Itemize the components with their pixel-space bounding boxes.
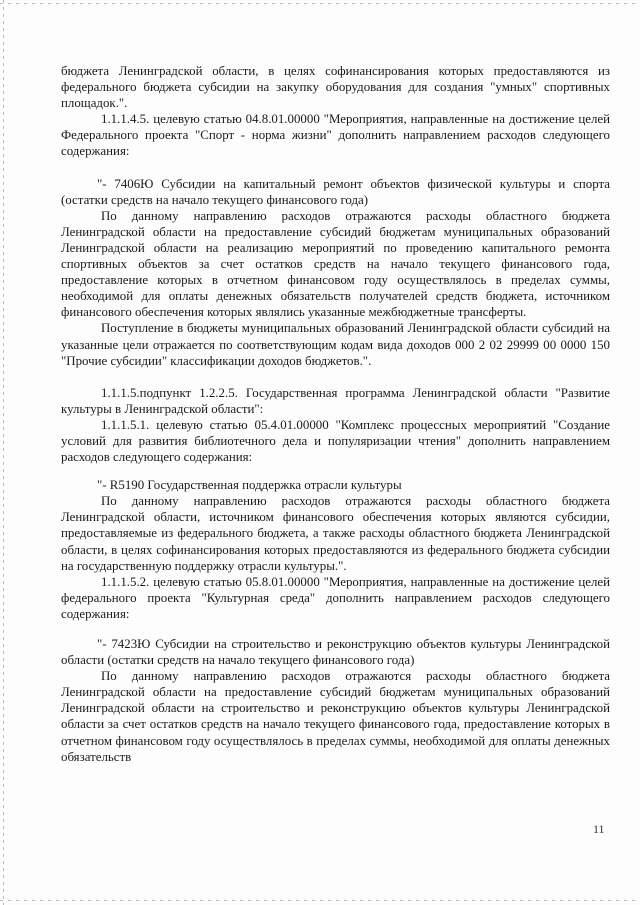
scan-edge-bottom xyxy=(0,900,640,901)
paragraph-clause-1-1-1-4-5: 1.1.1.4.5. целевую статью 04.8.01.00000 "Мероприятия, направленные на достижение целей Федерального проекта "Спорт - норма жизни" дополнить направлением расходов следующего содержания: xyxy=(61,112,610,159)
paragraph-clause-1-1-1-5: 1.1.1.5.подпункт 1.2.2.5. Государственная программа Ленинградской области "Развитие культуры в Ленинградской области": xyxy=(61,385,610,416)
paragraph-continuation: бюджета Ленинградской области, в целях софинансирования которых предоставляются из федерального бюджета субсидии на закупку оборудования для создания "умных" спортивных площадок.". xyxy=(61,64,610,111)
paragraph-direction-r5190-description: По данному направлению расходов отражаются расходы областного бюджета Ленинградской области, источником финансового обеспечения которых являются субсидии, предоставляемые из федерального бюджета, а также расходы областного бюджета Ленинградской области, в целях софинансирования которых предоставляются из федерального бюджета субсидии на государственную поддержку отрасли культуры.". xyxy=(61,494,610,573)
paragraph-direction-7406-description: По данному направлению расходов отражаются расходы областного бюджета Ленинградской области на предоставление субсидий бюджетам муниципальных образований Ленинградской области на реализацию мероприятий по проведению капитального ремонта спортивных объектов за счет остатков средств на начало текущего финансового года, предоставление которых в отчетном финансовом году осуществлялось в пределах суммы, необходимой для оплаты денежных обязательств получателей средств бюджета, источником финансового обеспечения которых являлись указанные межбюджетные трансферты. xyxy=(61,208,610,320)
paragraph-direction-r5190: "- R5190 Государственная поддержка отрасли культуры xyxy=(97,478,402,493)
scan-edge-left xyxy=(3,0,4,905)
paragraph-clause-1-1-1-5-1: 1.1.1.5.1. целевую статью 05.4.01.00000 "Комплекс процессных мероприятий "Создание условий для развития библиотечного дела и популяризации чтения" дополнить направлением расходов следующего содержания: xyxy=(61,417,610,465)
paragraph-clause-1-1-1-5-2: 1.1.1.5.2. целевую статью 05.8.01.00000 "Мероприятия, направленные на достижение целей федерального проекта "Культурная среда" дополнить направлением расходов следующего содержания: xyxy=(61,574,610,621)
paragraph-direction-7406: "- 7406Ю Субсидии на капитальный ремонт объектов физической культуры и спорта (остатки средств на начало текущего финансового года) xyxy=(61,176,610,207)
paragraph-direction-7423: "- 7423Ю Субсидии на строительство и реконструкцию объектов культуры Ленинградской области (остатки средств на начало текущего финансового года) xyxy=(61,637,610,668)
document-body xyxy=(61,63,610,765)
scan-edge-top xyxy=(0,3,640,4)
paragraph-direction-7406-income: Поступление в бюджеты муниципальных образований Ленинградской области субсидий на указанные цели отражается по соответствующим кодам вида доходов 000 2 02 29999 00 0000 150 "Прочие субсидии" классификации доходов бюджетов.". xyxy=(61,321,610,368)
paragraph-direction-7423-description: По данному направлению расходов отражаются расходы областного бюджета Ленинградской области на предоставление субсидий бюджетам муниципальных образований Ленинградской области на строительство и реконструкцию объектов культуры Ленинградской области за счет остатков средств на начало текущего финансового года, предоставление которых в отчетном финансовом году осуществлялось в пределах суммы, необходимой для оплаты денежных обязательств xyxy=(61,669,610,764)
page-number: 11 xyxy=(593,822,605,836)
